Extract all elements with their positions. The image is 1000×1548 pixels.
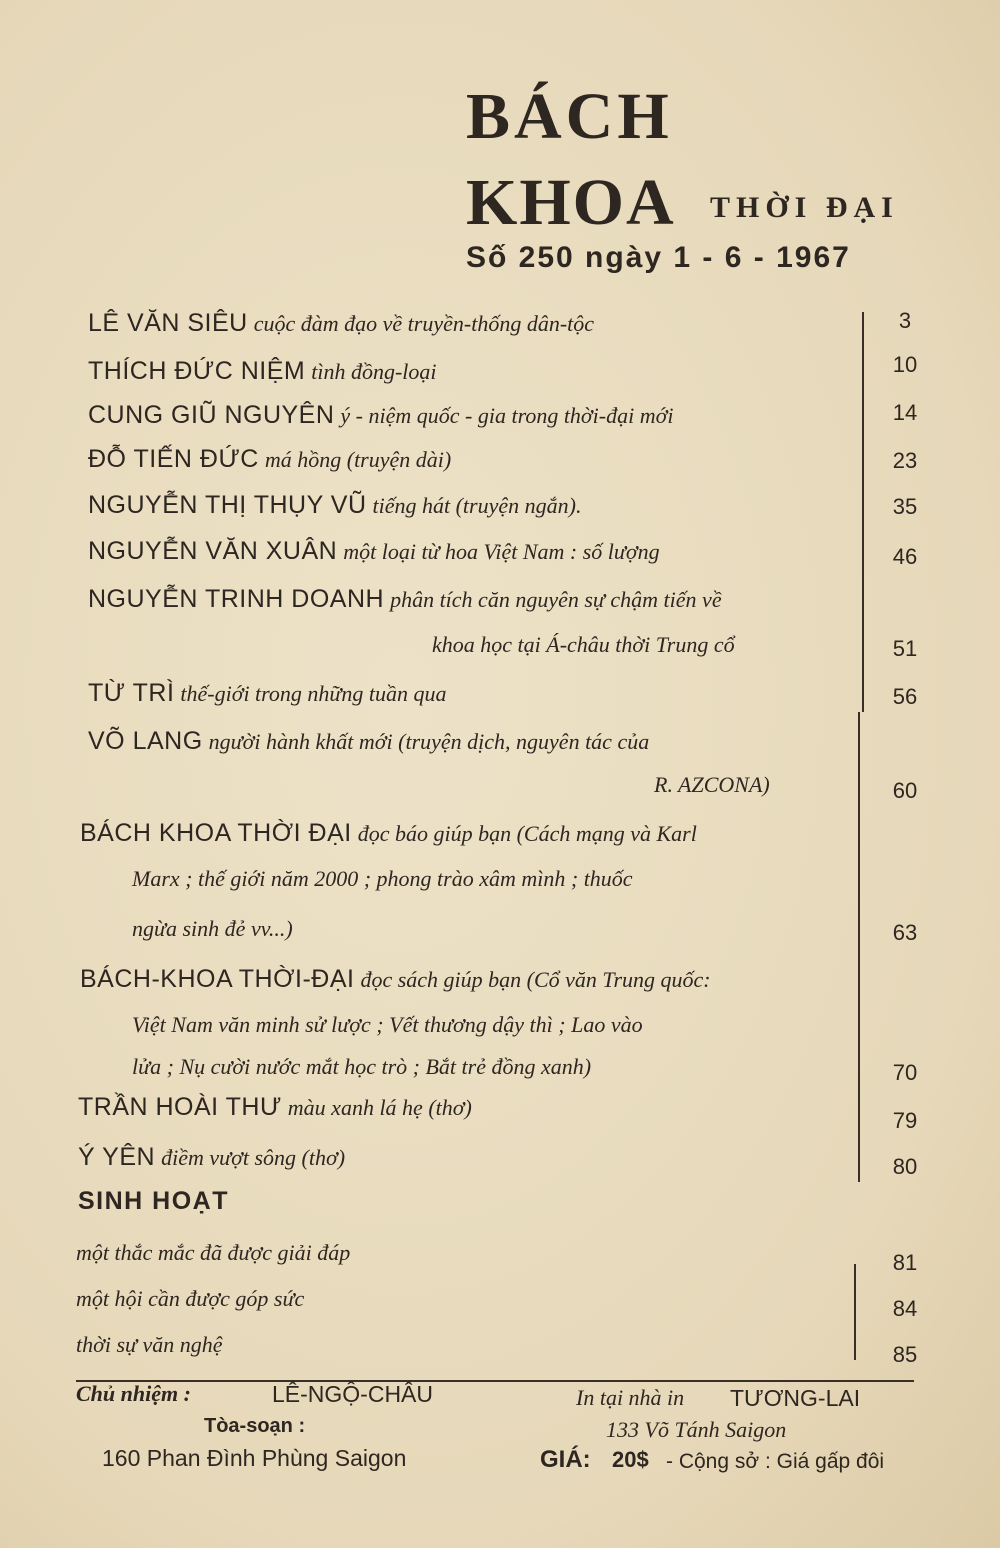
printer-label: In tại nhà in: [576, 1385, 685, 1410]
masthead-title-line2: KHOA: [466, 166, 676, 239]
toc-page-number: 35: [892, 494, 918, 519]
toc-author: CUNG GIŨ NGUYÊN: [88, 401, 335, 429]
section-item-title: thời sự văn nghệ: [76, 1332, 223, 1357]
masthead-title-line1: BÁCH: [466, 80, 673, 153]
toc-author: TỪ TRÌ: [88, 679, 175, 707]
toc-page-number: 23: [892, 448, 918, 473]
toc-title: một loại từ hoa Việt Nam : số lượng: [343, 539, 660, 564]
toc-title: cuộc đàm đạo về truyền-thống dân-tộc: [253, 311, 595, 336]
toc-author: THÍCH ĐỨC NIỆM: [88, 357, 306, 385]
toc-author: NGUYỄN TRINH DOANH: [88, 585, 385, 613]
toc-page-number: 79: [892, 1108, 918, 1133]
toc-page-number: 51: [892, 636, 918, 661]
toc-title: đọc sách giúp bạn (Cổ văn Trung quốc:: [360, 967, 711, 992]
toc-title: thế-giới trong những tuần qua: [180, 681, 447, 706]
issue-line: Số 250 ngày 1 - 6 - 1967: [466, 241, 851, 274]
masthead-subtitle: THỜI ĐẠI: [710, 191, 899, 224]
printer-address: 133 Võ Tánh Saigon: [606, 1417, 787, 1442]
toc-author: VÕ LANG: [88, 727, 203, 755]
toc-title: tiếng hát (truyện ngắn).: [372, 493, 582, 518]
toc-page-number: 3: [898, 308, 912, 333]
toc-page-number: 63: [892, 920, 918, 945]
price-note: - Cộng sở : Giá gấp đôi: [666, 1450, 885, 1473]
toc-title-continued: Việt Nam văn minh sử lược ; Vết thương dậy thì ; Lao vào: [132, 1012, 643, 1037]
toc-title-continued: lửa ; Nụ cười nước mắt học trò ; Bắt trẻ đồng xanh): [132, 1054, 592, 1079]
toc-title: điềm vượt sông (thơ): [161, 1145, 346, 1170]
toc-title-continued: Marx ; thế giới năm 2000 ; phong trào xâm mình ; thuốc: [132, 866, 633, 891]
section-page-number: 85: [892, 1342, 918, 1367]
toc-title: tình đồng-loại: [311, 359, 437, 384]
editor-label: Chủ nhiệm :: [76, 1381, 191, 1406]
section-heading: SINH HOẠT: [78, 1187, 229, 1215]
toc-author: TRẦN HOÀI THƯ: [78, 1093, 282, 1121]
toc-title: phân tích căn nguyên sự chậm tiến về: [390, 587, 722, 612]
printer-name: TƯƠNG-LAI: [730, 1385, 861, 1411]
toc-title: má hồng (truyện dài): [264, 447, 452, 472]
section-page-number: 81: [892, 1250, 918, 1275]
toc-page-number: 10: [892, 352, 918, 377]
office-label: Tòa-soạn :: [204, 1415, 306, 1437]
toc-page-number: 60: [892, 778, 918, 803]
toc-title-continued: ngừa sinh đẻ vv...): [132, 916, 293, 941]
toc-title: ý - niệm quốc - gia trong thời-đại mới: [340, 403, 674, 428]
toc-page-number: 46: [892, 544, 918, 569]
toc-title: màu xanh lá hẹ (thơ): [287, 1095, 472, 1120]
toc-page-number: 70: [892, 1060, 918, 1085]
section-page-number: 84: [892, 1296, 918, 1321]
office-address: 160 Phan Đình Phùng Saigon: [102, 1445, 407, 1471]
toc-title-continued: R. AZCONA): [654, 772, 770, 797]
toc-title-continued: khoa học tại Á-châu thời Trung cổ: [432, 632, 735, 657]
toc-author: NGUYỄN THỊ THỤY VŨ: [88, 491, 367, 519]
toc-author: Ý YÊN: [78, 1143, 156, 1171]
toc-page-number: 14: [892, 400, 918, 425]
toc-author: ĐỖ TIẾN ĐỨC: [88, 445, 259, 473]
section-item-title: một thắc mắc đã được giải đáp: [76, 1240, 351, 1265]
section-item-title: một hội cần được góp sức: [76, 1286, 305, 1311]
editor-name: LÊ-NGỘ-CHÂU: [272, 1381, 434, 1407]
toc-page-number: 56: [892, 684, 918, 709]
toc-author: BÁCH-KHOA THỜI-ĐẠI: [80, 965, 355, 993]
price-label: GIÁ:: [540, 1446, 591, 1473]
toc-title: đọc báo giúp bạn (Cách mạng và Karl: [357, 821, 697, 846]
toc-author: BÁCH KHOA THỜI ĐẠI: [80, 819, 352, 847]
toc-author: NGUYỄN VĂN XUÂN: [88, 537, 338, 565]
toc-title: người hành khất mới (truyện dịch, nguyên tác của: [208, 729, 650, 754]
price-value: 20$: [612, 1447, 649, 1472]
toc-page-number: 80: [892, 1154, 918, 1179]
toc-author: LÊ VĂN SIÊU: [88, 309, 248, 337]
